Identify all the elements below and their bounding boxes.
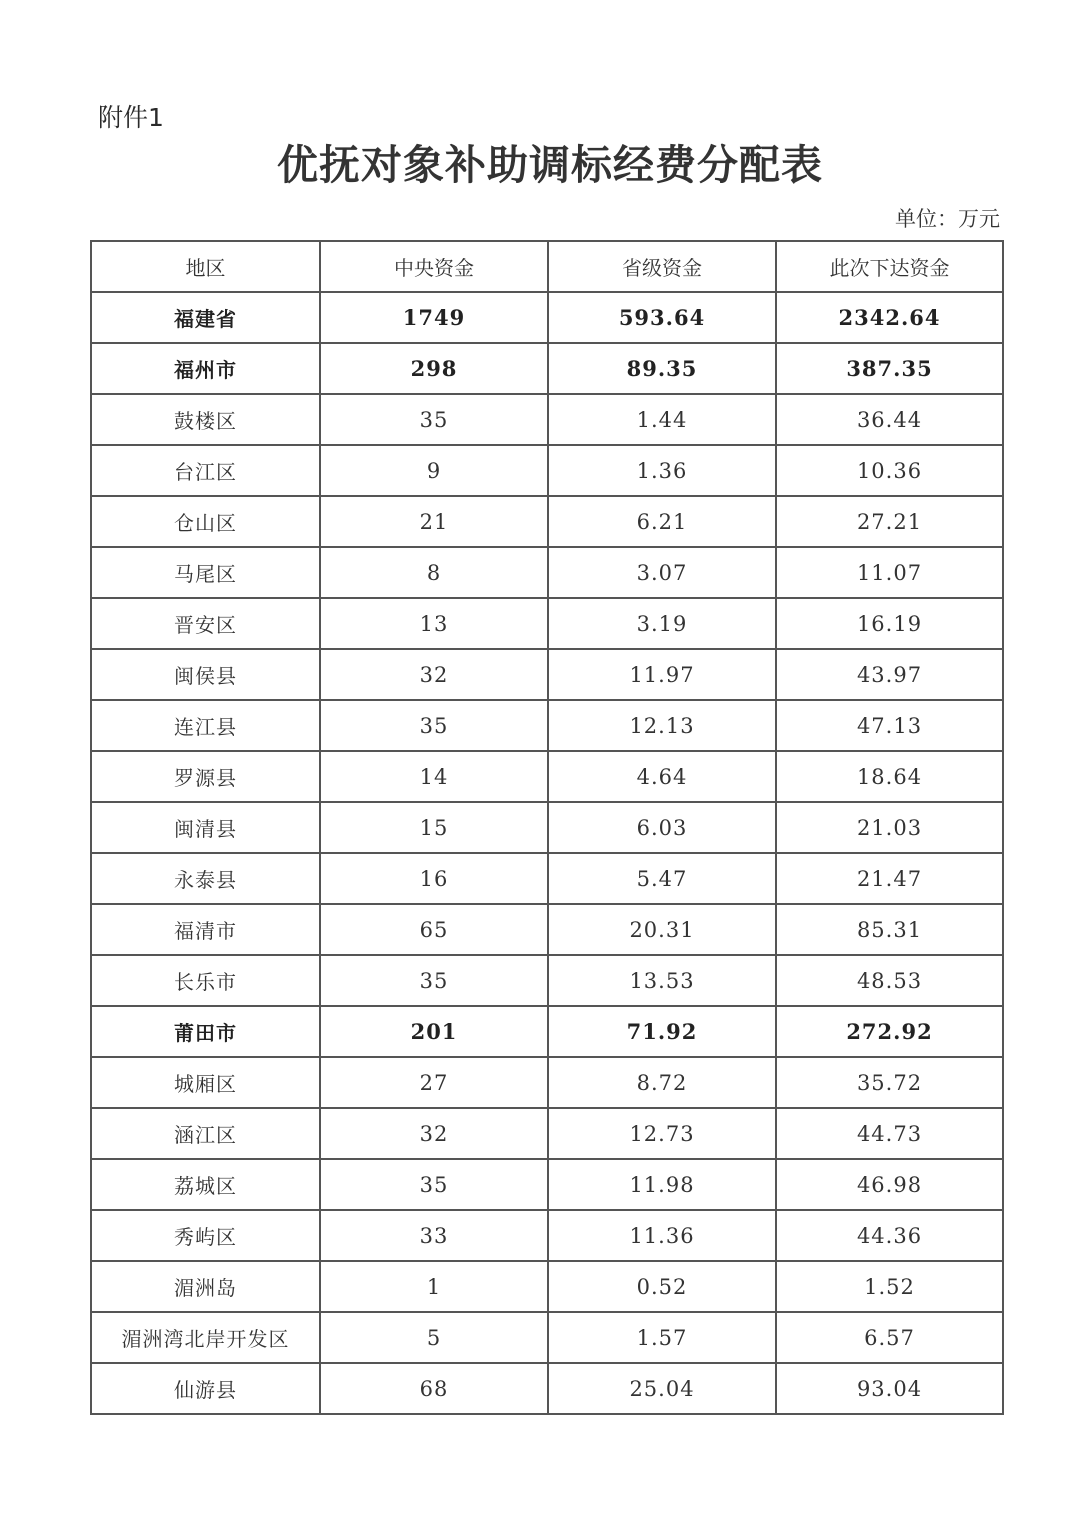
table-row bbox=[91, 904, 1003, 955]
total-funds-cell: 18.64 bbox=[776, 751, 1003, 802]
central-funds-cell: 27 bbox=[320, 1057, 548, 1108]
table-row bbox=[91, 598, 1003, 649]
provincial-funds-cell: 12.13 bbox=[548, 700, 776, 751]
region-cell: 福清市 bbox=[91, 904, 320, 955]
provincial-funds-cell: 3.07 bbox=[548, 547, 776, 598]
region-cell: 仙游县 bbox=[91, 1363, 320, 1414]
table-body bbox=[91, 292, 1003, 1414]
total-funds-cell: 6.57 bbox=[776, 1312, 1003, 1363]
region-cell: 马尾区 bbox=[91, 547, 320, 598]
table-row bbox=[91, 394, 1003, 445]
total-funds-cell: 44.73 bbox=[776, 1108, 1003, 1159]
region-cell: 涵江区 bbox=[91, 1108, 320, 1159]
header-total-funds: 此次下达资金 bbox=[776, 241, 1003, 292]
central-funds-cell: 32 bbox=[320, 1108, 548, 1159]
provincial-funds-cell: 5.47 bbox=[548, 853, 776, 904]
header-region: 地区 bbox=[91, 241, 320, 292]
table-row bbox=[91, 1363, 1003, 1414]
central-funds-cell: 13 bbox=[320, 598, 548, 649]
central-funds-cell: 15 bbox=[320, 802, 548, 853]
region-cell: 城厢区 bbox=[91, 1057, 320, 1108]
total-funds-cell: 35.72 bbox=[776, 1057, 1003, 1108]
region-cell: 鼓楼区 bbox=[91, 394, 320, 445]
attachment-label: 附件1 bbox=[98, 103, 164, 132]
total-funds-cell: 1.52 bbox=[776, 1261, 1003, 1312]
central-funds-cell: 21 bbox=[320, 496, 548, 547]
provincial-funds-cell: 71.92 bbox=[548, 1006, 776, 1057]
central-funds-cell: 1 bbox=[320, 1261, 548, 1312]
provincial-funds-cell: 1.44 bbox=[548, 394, 776, 445]
region-cell: 晋安区 bbox=[91, 598, 320, 649]
total-funds-cell: 43.97 bbox=[776, 649, 1003, 700]
table-row bbox=[91, 1057, 1003, 1108]
central-funds-cell: 35 bbox=[320, 1159, 548, 1210]
region-cell: 长乐市 bbox=[91, 955, 320, 1006]
table-row bbox=[91, 853, 1003, 904]
total-funds-cell: 11.07 bbox=[776, 547, 1003, 598]
central-funds-cell: 68 bbox=[320, 1363, 548, 1414]
region-cell: 湄洲湾北岸开发区 bbox=[91, 1312, 320, 1363]
region-cell: 罗源县 bbox=[91, 751, 320, 802]
central-funds-cell: 65 bbox=[320, 904, 548, 955]
total-funds-cell: 272.92 bbox=[776, 1006, 1003, 1057]
table-row bbox=[91, 1261, 1003, 1312]
central-funds-cell: 1749 bbox=[320, 292, 548, 343]
region-cell: 福建省 bbox=[91, 292, 320, 343]
central-funds-cell: 201 bbox=[320, 1006, 548, 1057]
provincial-funds-cell: 89.35 bbox=[548, 343, 776, 394]
provincial-funds-cell: 1.57 bbox=[548, 1312, 776, 1363]
document-title: 优抚对象补助调标经费分配表 bbox=[277, 141, 823, 189]
provincial-funds-cell: 20.31 bbox=[548, 904, 776, 955]
central-funds-cell: 8 bbox=[320, 547, 548, 598]
provincial-funds-cell: 6.03 bbox=[548, 802, 776, 853]
total-funds-cell: 2342.64 bbox=[776, 292, 1003, 343]
region-cell: 湄洲岛 bbox=[91, 1261, 320, 1312]
header-central-funds: 中央资金 bbox=[320, 241, 548, 292]
table-row bbox=[91, 1159, 1003, 1210]
table-row bbox=[91, 751, 1003, 802]
central-funds-cell: 35 bbox=[320, 955, 548, 1006]
table-row bbox=[91, 1108, 1003, 1159]
central-funds-cell: 32 bbox=[320, 649, 548, 700]
provincial-funds-cell: 12.73 bbox=[548, 1108, 776, 1159]
provincial-funds-cell: 1.36 bbox=[548, 445, 776, 496]
table-row bbox=[91, 292, 1003, 343]
total-funds-cell: 36.44 bbox=[776, 394, 1003, 445]
region-cell: 秀屿区 bbox=[91, 1210, 320, 1261]
central-funds-cell: 298 bbox=[320, 343, 548, 394]
total-funds-cell: 47.13 bbox=[776, 700, 1003, 751]
provincial-funds-cell: 11.98 bbox=[548, 1159, 776, 1210]
provincial-funds-cell: 6.21 bbox=[548, 496, 776, 547]
provincial-funds-cell: 11.36 bbox=[548, 1210, 776, 1261]
central-funds-cell: 9 bbox=[320, 445, 548, 496]
provincial-funds-cell: 4.64 bbox=[548, 751, 776, 802]
region-cell: 莆田市 bbox=[91, 1006, 320, 1057]
region-cell: 福州市 bbox=[91, 343, 320, 394]
region-cell: 荔城区 bbox=[91, 1159, 320, 1210]
table-row bbox=[91, 445, 1003, 496]
table-row bbox=[91, 1312, 1003, 1363]
total-funds-cell: 16.19 bbox=[776, 598, 1003, 649]
table-row bbox=[91, 343, 1003, 394]
table-row bbox=[91, 1210, 1003, 1261]
region-cell: 永泰县 bbox=[91, 853, 320, 904]
provincial-funds-cell: 0.52 bbox=[548, 1261, 776, 1312]
central-funds-cell: 33 bbox=[320, 1210, 548, 1261]
table-row bbox=[91, 547, 1003, 598]
region-cell: 连江县 bbox=[91, 700, 320, 751]
total-funds-cell: 85.31 bbox=[776, 904, 1003, 955]
total-funds-cell: 48.53 bbox=[776, 955, 1003, 1006]
table-header-row bbox=[91, 241, 1003, 292]
provincial-funds-cell: 25.04 bbox=[548, 1363, 776, 1414]
central-funds-cell: 35 bbox=[320, 394, 548, 445]
total-funds-cell: 27.21 bbox=[776, 496, 1003, 547]
total-funds-cell: 44.36 bbox=[776, 1210, 1003, 1261]
table-row bbox=[91, 700, 1003, 751]
total-funds-cell: 93.04 bbox=[776, 1363, 1003, 1414]
region-cell: 闽侯县 bbox=[91, 649, 320, 700]
total-funds-cell: 21.03 bbox=[776, 802, 1003, 853]
provincial-funds-cell: 8.72 bbox=[548, 1057, 776, 1108]
region-cell: 闽清县 bbox=[91, 802, 320, 853]
provincial-funds-cell: 3.19 bbox=[548, 598, 776, 649]
table-row bbox=[91, 496, 1003, 547]
header-provincial-funds: 省级资金 bbox=[548, 241, 776, 292]
region-cell: 台江区 bbox=[91, 445, 320, 496]
table-row bbox=[91, 649, 1003, 700]
central-funds-cell: 16 bbox=[320, 853, 548, 904]
region-cell: 仓山区 bbox=[91, 496, 320, 547]
unit-label: 单位：万元 bbox=[895, 207, 1000, 231]
central-funds-cell: 5 bbox=[320, 1312, 548, 1363]
table-row bbox=[91, 955, 1003, 1006]
table-row bbox=[91, 1006, 1003, 1057]
provincial-funds-cell: 13.53 bbox=[548, 955, 776, 1006]
provincial-funds-cell: 11.97 bbox=[548, 649, 776, 700]
total-funds-cell: 387.35 bbox=[776, 343, 1003, 394]
central-funds-cell: 14 bbox=[320, 751, 548, 802]
table-row bbox=[91, 802, 1003, 853]
provincial-funds-cell: 593.64 bbox=[548, 292, 776, 343]
allocation-table bbox=[90, 240, 1004, 1415]
total-funds-cell: 46.98 bbox=[776, 1159, 1003, 1210]
total-funds-cell: 10.36 bbox=[776, 445, 1003, 496]
central-funds-cell: 35 bbox=[320, 700, 548, 751]
total-funds-cell: 21.47 bbox=[776, 853, 1003, 904]
